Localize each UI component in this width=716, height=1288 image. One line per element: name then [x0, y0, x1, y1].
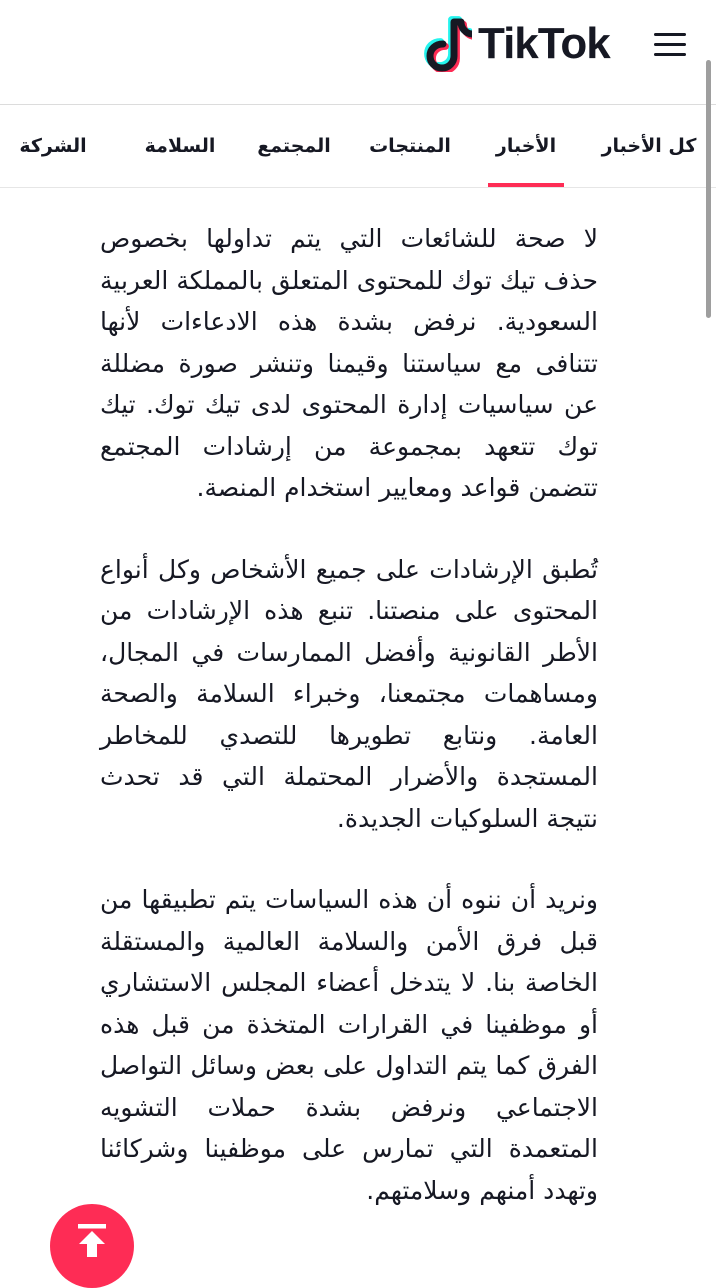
article-paragraph-3: ونريد أن ننوه أن هذه السياسات يتم تطبيقها من قبل فرق الأمن والسلامة العالمية والمستقلة الخاصة بنا. لا يتدخل أعضاء المجلس الاستشاري أو موظفينا في القرارات المتخذة من قبل هذه الفرق كما يتم التداول على بعض وسائل التواصل الاجتماعي ونرفض بشدة حملات التشويه المتعمدة التي تمارس على موظفينا وشركائنا وتهدد أمنهم وسلامتهم.	[100, 885, 598, 1205]
tiktok-note-icon	[424, 16, 472, 72]
site-header	[0, 0, 716, 105]
tiktok-logo[interactable]	[424, 16, 610, 72]
article-paragraph-2: تُطبق الإرشادات على جميع الأشخاص وكل أنواع المحتوى على منصتنا. تنبع هذه الإرشادات من الأطر القانونية وأفضل الممارسات في المجال، ومساهمات مجتمعنا، وخبراء السلامة والصحة العامة. ونتابع تطويرها للتصدي للمخاطر المستجدة والأضرار المحتملة التي قد تحدث نتيجة السلوكيات الجديدة.	[100, 554, 598, 833]
arrow-up-to-top-icon	[77, 1224, 107, 1258]
tab-news[interactable]: الأخبار	[488, 105, 564, 187]
page-scrollbar[interactable]	[706, 60, 711, 318]
tab-all-news[interactable]: كل الأخبار	[601, 135, 697, 157]
tab-safety[interactable]: السلامة	[144, 135, 216, 157]
tab-company[interactable]: الشركة	[19, 135, 87, 157]
article-paragraph-1: لا صحة للشائعات التي يتم تداولها بخصوص حذف تيك توك للمحتوى المتعلق بالمملكة العربية السعودية. نرفض بشدة هذه الادعاءات لأنها تتنافى مع سياستنا وقيمنا وتنشر صورة مضللة عن سياسيات إدارة المحتوى لدى تيك توك. تيك توك تتعهد بمجموعة من إرشادات المجتمع تتضمن قواعد ومعايير استخدام المنصة.	[100, 224, 598, 502]
category-tabs	[0, 105, 716, 188]
article-body	[100, 218, 598, 1251]
tab-products[interactable]: المنتجات	[369, 135, 451, 157]
back-to-top-button[interactable]	[50, 1204, 134, 1288]
tab-community[interactable]: المجتمع	[257, 135, 331, 157]
hamburger-menu-icon	[654, 33, 686, 36]
menu-button[interactable]	[654, 30, 690, 60]
brand-name: TikTok	[478, 19, 610, 68]
